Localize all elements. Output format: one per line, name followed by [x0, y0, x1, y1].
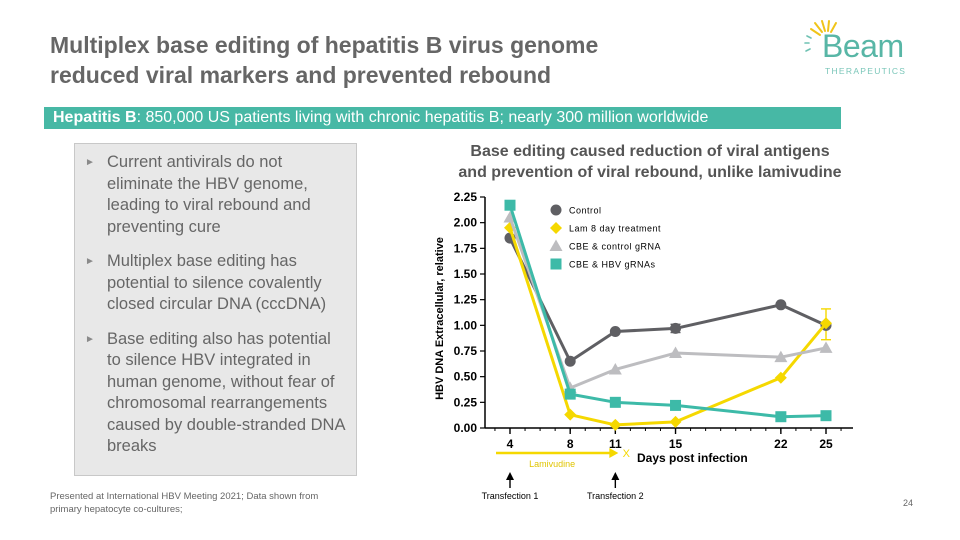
chart-title-line2: and prevention of viral rebound, unlike lamivudine: [458, 164, 842, 181]
y-tick-label: 0.25: [453, 395, 477, 410]
y-tick-label: 1.75: [453, 241, 477, 256]
data-point-4: [610, 397, 621, 408]
y-tick-label: 1.50: [453, 267, 477, 281]
y-axis-label: HBV DNA Extracellular, relative: [434, 237, 446, 400]
data-point-4: [775, 411, 786, 422]
legend-label: Lam 8 day treatment: [569, 223, 662, 234]
y-tick-label: 1.25: [453, 292, 477, 307]
x-axis-label: Days post infection: [637, 451, 748, 465]
chart-title-line1: Base editing caused reduction of viral antigens: [470, 143, 830, 160]
data-point-1: [565, 356, 576, 367]
legend-marker: [551, 205, 562, 216]
data-point-3: [820, 341, 833, 353]
footnote: Presented at International HBV Meeting 2021; Data shown from primary hepatocyte co-cultures;: [50, 491, 319, 515]
logo-subtitle: THERAPEUTICS: [825, 66, 907, 76]
transfection-1-arrow-head: [506, 472, 514, 480]
slide-title-line1: Multiplex base editing of hepatitis B virus genome: [50, 32, 599, 58]
y-tick-label: 2.25: [453, 190, 477, 204]
y-tick-label: 0.00: [453, 421, 477, 435]
bullet-arrow-icon: ►: [85, 333, 95, 345]
legend-marker: [550, 222, 562, 234]
lamivudine-label: Lamivudine: [529, 459, 576, 469]
legend-label: CBE & HBV gRNAs: [569, 259, 656, 270]
series-line-4: [510, 205, 826, 416]
data-point-4: [670, 400, 681, 411]
legend-marker: [550, 240, 563, 252]
transfection-2-label: Transfection 2: [586, 491, 644, 501]
x-tick-label: 25: [819, 437, 833, 451]
data-point-2: [609, 419, 621, 431]
lamivudine-stop-mark: X: [622, 448, 631, 460]
series-line-1: [510, 238, 826, 361]
page-number: 24: [903, 498, 914, 508]
slide-title-line2: reduced viral markers and prevented rebound: [50, 62, 552, 88]
x-tick-label: 15: [668, 437, 683, 451]
legend-marker: [551, 259, 562, 270]
y-tick-label: 0.50: [453, 369, 477, 384]
x-tick-label: 8: [566, 437, 574, 451]
x-tick-label: 4: [506, 437, 514, 451]
data-point-1: [610, 326, 621, 337]
data-point-1: [670, 323, 681, 334]
banner-text: : 850,000 US patients living with chronic hepatitis B; nearly 300 million worldwide: [136, 109, 709, 126]
x-tick-label: 11: [608, 437, 622, 451]
bullet-arrow-icon: ►: [85, 157, 95, 168]
data-point-2: [564, 409, 576, 421]
x-tick-label: 22: [774, 437, 788, 451]
data-point-4: [821, 410, 832, 421]
legend-label: Control: [569, 205, 602, 216]
transfection-1-label: Transfection 1: [481, 491, 539, 501]
transfection-2-arrow-head: [611, 472, 619, 480]
data-point-4: [505, 200, 516, 211]
legend-label: CBE & control gRNA: [569, 241, 662, 252]
data-point-1: [775, 299, 786, 310]
bullet-arrow-icon: ►: [85, 256, 95, 267]
y-tick-label: 0.75: [453, 344, 477, 358]
logo-wordmark: Beam: [822, 28, 904, 64]
bullet-text: Current antivirals do not eliminate the HBV genome, leading to viral rebound and preventing cure: [107, 153, 311, 236]
bullet-text: Multiplex base editing has potential to silence covalently closed circular DNA (cccDNA): [107, 252, 327, 313]
y-tick-label: 1.00: [453, 318, 477, 333]
bullet-text: Base editing also has potential to silence HBV integrated in human genome, without fear of chromosomal rearrangements caused by double-stranded DNA breaks: [107, 329, 345, 455]
y-tick-label: 2.00: [453, 215, 477, 230]
data-point-4: [565, 389, 576, 400]
data-point-2: [670, 416, 682, 428]
banner-bold: Hepatitis B: [53, 109, 137, 126]
series-line-2: [510, 228, 826, 425]
